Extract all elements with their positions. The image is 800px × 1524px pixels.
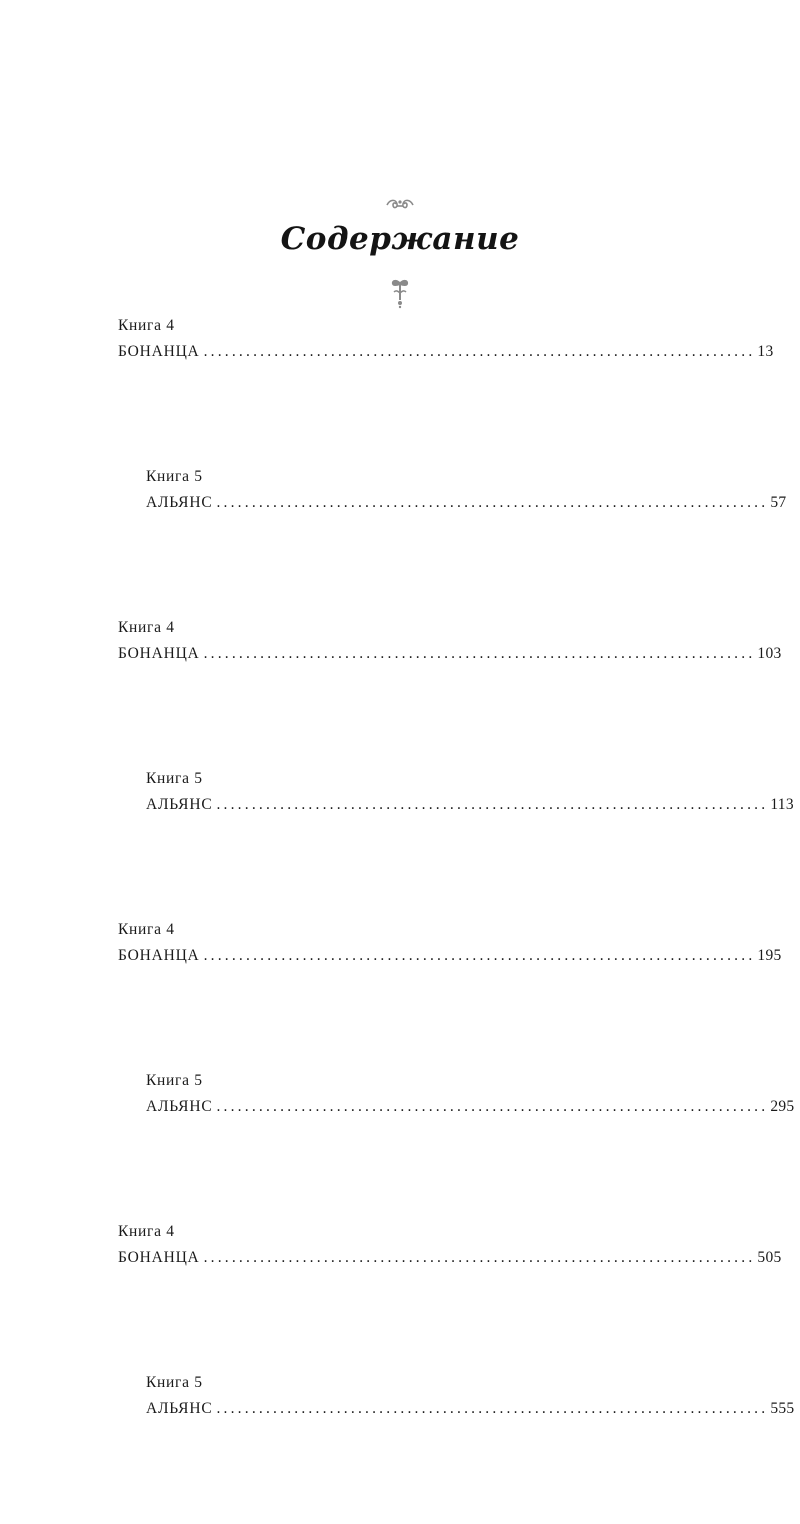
toc-entry[interactable] [118,467,787,618]
toc-entry-title: АЛЬЯНС [146,1400,213,1417]
toc-entry-title: БОНАНЦА [118,947,200,964]
leader-dots: .............................................................................. [216,1400,769,1417]
toc-page-number: 103 [757,645,782,662]
leader-dots: .............................................................................. [203,343,756,360]
toc-page-number: 57 [770,494,787,511]
flourish-icon [0,196,800,216]
toc-book-number: Книга 5 [146,770,203,787]
toc-book-number: Книга 5 [146,1072,203,1089]
toc-book-number: Книга 4 [118,317,175,334]
toc-entry[interactable] [118,1222,782,1373]
toc-book-number: Книга 4 [118,921,175,938]
toc-entry[interactable] [118,618,782,769]
toc-page-number: 195 [757,947,782,964]
toc-entry-title: БОНАНЦА [118,645,200,662]
toc-entry[interactable] [118,769,794,920]
toc-page-number: 505 [757,1249,782,1266]
toc-entry[interactable] [118,316,774,467]
toc-book-number: Книга 5 [146,468,203,485]
toc-entry-title: АЛЬЯНС [146,494,213,511]
toc-entry-title: АЛЬЯНС [146,1098,213,1115]
toc-book-number: Книга 4 [118,1223,175,1240]
toc-page-number: 113 [770,796,794,813]
toc-entry-title: БОНАНЦА [118,343,200,360]
fleuron-icon [0,278,800,310]
leader-dots: .............................................................................. [203,947,756,964]
toc-page-number: 555 [770,1400,795,1417]
toc-book-number: Книга 4 [118,619,175,636]
leader-dots: .............................................................................. [216,1098,769,1115]
leader-dots: .............................................................................. [216,494,769,511]
toc-entry-title: БОНАНЦА [118,1249,200,1266]
toc-entry[interactable] [118,920,782,1071]
toc-entry[interactable] [118,1373,795,1524]
leader-dots: .............................................................................. [216,796,769,813]
toc-book-number: Книга 5 [146,1374,203,1391]
page-title: Содержание [280,221,520,257]
toc-entry[interactable] [118,1071,795,1222]
toc-entry-title: АЛЬЯНС [146,796,213,813]
leader-dots: .............................................................................. [203,645,756,662]
leader-dots: .............................................................................. [203,1249,756,1266]
toc-page-number: 13 [757,343,774,360]
toc-page-number: 295 [770,1098,795,1115]
table-of-contents [118,316,795,1524]
